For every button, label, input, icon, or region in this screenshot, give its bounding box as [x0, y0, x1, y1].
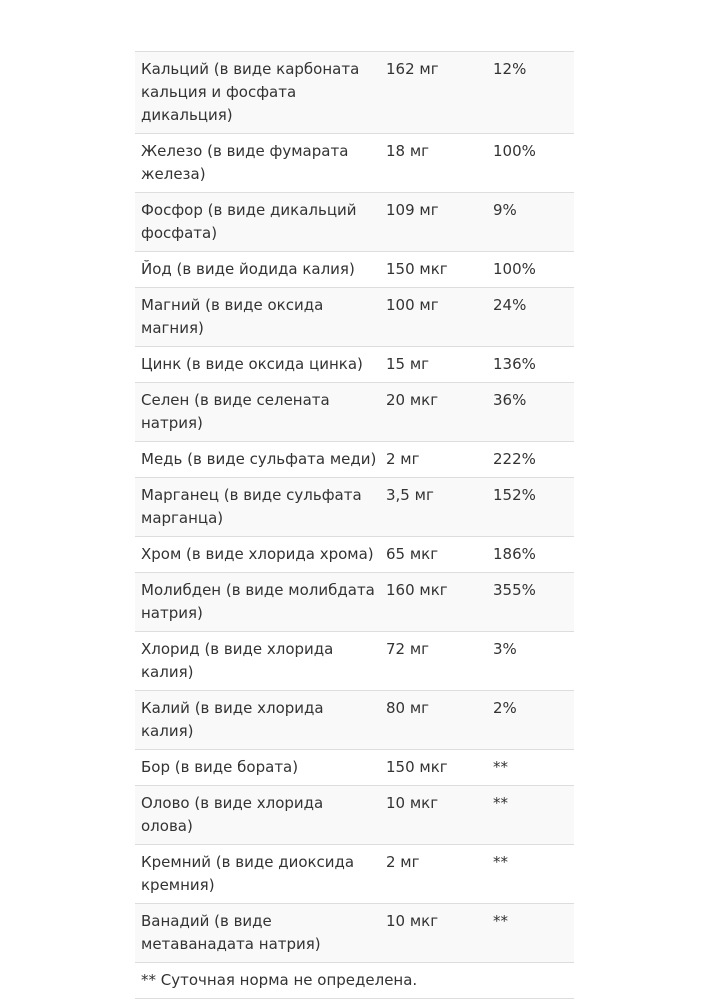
daily-value-cell: 12%: [487, 52, 574, 134]
daily-value-cell: 9%: [487, 193, 574, 252]
nutrient-name-cell: Цинк (в виде оксида цинка): [135, 347, 380, 383]
daily-value-cell: 222%: [487, 442, 574, 478]
table-row: [135, 52, 574, 134]
amount-cell: 2 мг: [380, 845, 487, 904]
table-row: [135, 347, 574, 383]
amount-cell: 10 мкг: [380, 786, 487, 845]
table-row: [135, 786, 574, 845]
amount-cell: 65 мкг: [380, 537, 487, 573]
table-row: [135, 252, 574, 288]
amount-cell: 150 мкг: [380, 252, 487, 288]
nutrient-name-cell: Марганец (в виде сульфата марганца): [135, 478, 380, 537]
nutrition-table-container: [135, 51, 574, 999]
daily-value-cell: 24%: [487, 288, 574, 347]
daily-value-cell: **: [487, 750, 574, 786]
table-row: [135, 442, 574, 478]
daily-value-cell: 36%: [487, 383, 574, 442]
daily-value-cell: 100%: [487, 252, 574, 288]
nutrient-name-cell: Калий (в виде хлорида калия): [135, 691, 380, 750]
table-body: [135, 52, 574, 999]
table-row: [135, 845, 574, 904]
table-row: [135, 691, 574, 750]
amount-cell: 20 мкг: [380, 383, 487, 442]
nutrient-name-cell: Бор (в виде бората): [135, 750, 380, 786]
daily-value-cell: 2%: [487, 691, 574, 750]
table-row: [135, 383, 574, 442]
daily-value-cell: 136%: [487, 347, 574, 383]
amount-cell: 80 мг: [380, 691, 487, 750]
table-row: [135, 193, 574, 252]
amount-cell: 72 мг: [380, 632, 487, 691]
amount-cell: 162 мг: [380, 52, 487, 134]
amount-cell: 3,5 мг: [380, 478, 487, 537]
amount-cell: 150 мкг: [380, 750, 487, 786]
table-row: [135, 904, 574, 963]
table-row: [135, 573, 574, 632]
amount-cell: 2 мг: [380, 442, 487, 478]
amount-cell: 109 мг: [380, 193, 487, 252]
table-row: [135, 750, 574, 786]
amount-cell: 100 мг: [380, 288, 487, 347]
nutrient-name-cell: Хром (в виде хлорида хрома): [135, 537, 380, 573]
nutrient-name-cell: Селен (в виде селената натрия): [135, 383, 380, 442]
daily-value-cell: 100%: [487, 134, 574, 193]
nutrient-name-cell: Медь (в виде сульфата меди): [135, 442, 380, 478]
daily-value-cell: **: [487, 904, 574, 963]
daily-value-cell: **: [487, 786, 574, 845]
nutrient-name-cell: Кальций (в виде карбоната кальция и фосфата дикальция): [135, 52, 380, 134]
nutrient-name-cell: Кремний (в виде диоксида кремния): [135, 845, 380, 904]
nutrient-name-cell: Молибден (в виде молибдата натрия): [135, 573, 380, 632]
table-row: [135, 478, 574, 537]
mineral-content-table: [135, 51, 574, 999]
amount-cell: 18 мг: [380, 134, 487, 193]
amount-cell: 15 мг: [380, 347, 487, 383]
nutrient-name-cell: Олово (в виде хлорида олова): [135, 786, 380, 845]
table-row: [135, 537, 574, 573]
amount-cell: 160 мкг: [380, 573, 487, 632]
nutrient-name-cell: Ванадий (в виде метаванадата натрия): [135, 904, 380, 963]
nutrient-name-cell: Йод (в виде йодида калия): [135, 252, 380, 288]
nutrient-name-cell: Магний (в виде оксида магния): [135, 288, 380, 347]
daily-value-cell: 3%: [487, 632, 574, 691]
daily-value-cell: 152%: [487, 478, 574, 537]
table-row: [135, 632, 574, 691]
footnote-text: ** Суточная норма не определена.: [135, 963, 574, 999]
daily-value-cell: 186%: [487, 537, 574, 573]
nutrient-name-cell: Фосфор (в виде дикальций фосфата): [135, 193, 380, 252]
table-row: [135, 288, 574, 347]
daily-value-cell: **: [487, 845, 574, 904]
nutrient-name-cell: Железо (в виде фумарата железа): [135, 134, 380, 193]
nutrient-name-cell: Хлорид (в виде хлорида калия): [135, 632, 380, 691]
footnote-row: [135, 963, 574, 999]
daily-value-cell: 355%: [487, 573, 574, 632]
table-row: [135, 134, 574, 193]
amount-cell: 10 мкг: [380, 904, 487, 963]
